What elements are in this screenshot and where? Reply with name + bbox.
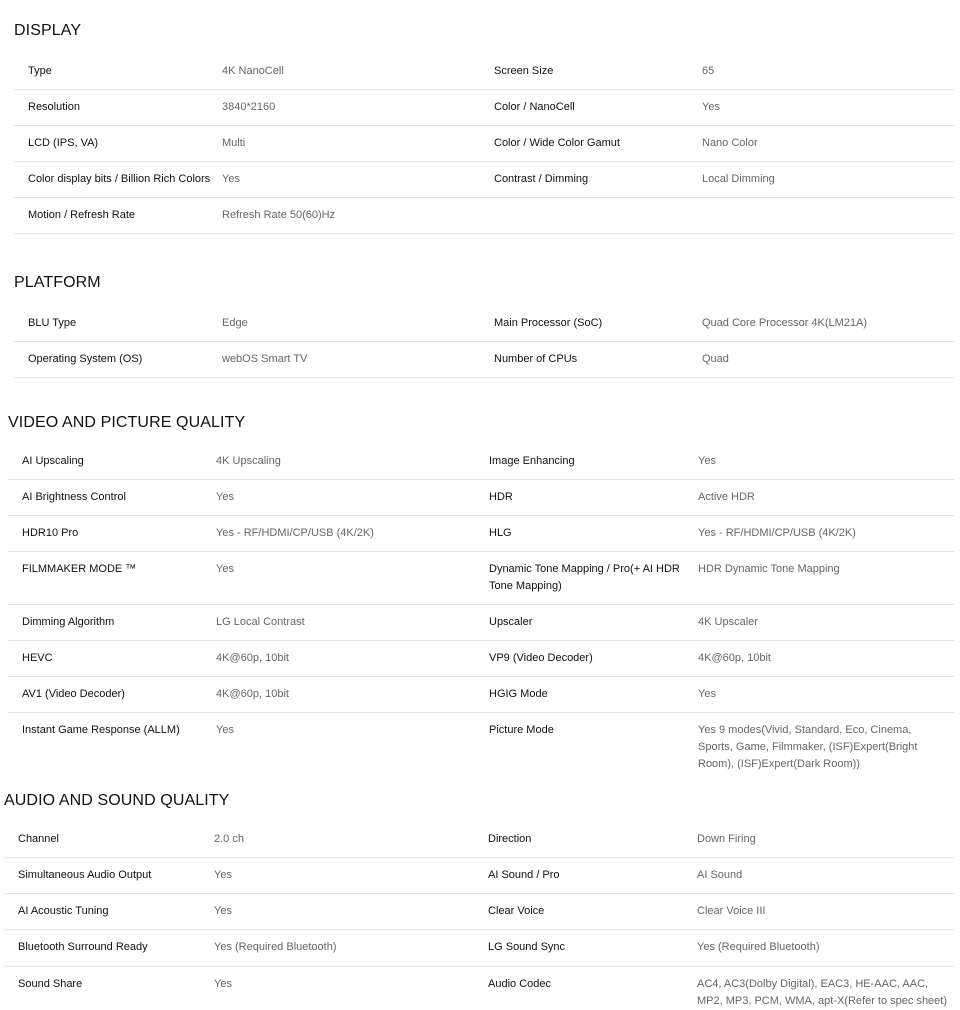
table-row bbox=[8, 480, 954, 516]
table-row bbox=[14, 306, 954, 342]
spec-label: Contrast / Dimming bbox=[494, 173, 589, 185]
spec-label: Image Enhancing bbox=[489, 455, 575, 467]
table-row bbox=[4, 894, 954, 930]
spec-value: Yes bbox=[216, 724, 234, 736]
spec-value: Yes bbox=[214, 869, 232, 881]
spec-value bbox=[702, 198, 952, 233]
spec-value: Yes bbox=[698, 455, 716, 467]
spec-value: Quad Core Processor 4K(LM21A) bbox=[702, 317, 868, 329]
spec-label: Dimming Algorithm bbox=[22, 616, 115, 628]
spec-value: Yes bbox=[216, 563, 234, 575]
table-row bbox=[8, 444, 954, 480]
spec-value: 2.0 ch bbox=[214, 833, 244, 845]
spec-label: Bluetooth Surround Ready bbox=[18, 941, 148, 953]
spec-label: Main Processor (SoC) bbox=[494, 317, 603, 329]
table-row bbox=[14, 162, 954, 198]
spec-label: LCD (IPS, VA) bbox=[28, 137, 99, 149]
spec-label: Resolution bbox=[28, 101, 80, 113]
spec-label: LG Sound Sync bbox=[488, 941, 566, 953]
spec-label: Color display bits / Billion Rich Colors bbox=[28, 173, 211, 185]
section-platform bbox=[14, 270, 954, 378]
spec-label: Clear Voice bbox=[488, 905, 545, 917]
spec-value: AC4, AC3(Dolby Digital), EAC3, HE-AAC, AAC, MP2, MP3, PCM, WMA, apt-X(Refer to spec sheet) bbox=[697, 978, 948, 1007]
spec-table bbox=[4, 822, 954, 1007]
table-row bbox=[14, 342, 954, 378]
spec-label: Number of CPUs bbox=[494, 353, 578, 365]
spec-value: Yes bbox=[214, 905, 232, 917]
table-row bbox=[4, 822, 954, 858]
spec-label: Channel bbox=[18, 833, 59, 845]
table-row bbox=[8, 713, 954, 775]
spec-label: FILMMAKER MODE ™ bbox=[22, 563, 137, 575]
table-row bbox=[8, 605, 954, 641]
spec-label: BLU Type bbox=[28, 317, 77, 329]
spec-label: Operating System (OS) bbox=[28, 353, 143, 365]
spec-label bbox=[494, 198, 702, 233]
spec-label: AI Acoustic Tuning bbox=[18, 905, 109, 917]
spec-label: Color / Wide Color Gamut bbox=[494, 137, 620, 149]
section-audio-sound-quality bbox=[4, 788, 954, 1007]
spec-label: HEVC bbox=[22, 652, 53, 664]
spec-value: Multi bbox=[222, 137, 246, 149]
spec-label: AI Sound / Pro bbox=[488, 869, 560, 881]
table-row bbox=[4, 858, 954, 894]
spec-label: AI Brightness Control bbox=[22, 491, 126, 503]
section-title: DISPLAY bbox=[14, 22, 82, 39]
spec-value: Clear Voice III bbox=[697, 905, 766, 917]
spec-value: Yes (Required Bluetooth) bbox=[214, 941, 337, 953]
table-row bbox=[4, 967, 954, 1007]
table-row bbox=[14, 126, 954, 162]
table-row bbox=[14, 54, 954, 90]
spec-label: VP9 (Video Decoder) bbox=[489, 652, 593, 664]
spec-label: Direction bbox=[488, 833, 532, 845]
spec-value: Yes (Required Bluetooth) bbox=[697, 941, 820, 953]
spec-value: 65 bbox=[702, 65, 715, 77]
spec-value: Refresh Rate 50(60)Hz bbox=[222, 209, 336, 221]
spec-value: Local Dimming bbox=[702, 173, 775, 185]
spec-value: LG Local Contrast bbox=[216, 616, 305, 628]
spec-label: Motion / Refresh Rate bbox=[28, 209, 135, 221]
spec-label: HGIG Mode bbox=[489, 688, 548, 700]
section-display bbox=[14, 18, 954, 234]
spec-label: HLG bbox=[489, 527, 512, 539]
spec-value: Yes bbox=[702, 101, 720, 113]
spec-label: Upscaler bbox=[489, 616, 533, 628]
spec-label: AI Upscaling bbox=[22, 455, 84, 467]
spec-value: Nano Color bbox=[702, 137, 758, 149]
table-row bbox=[14, 198, 954, 234]
spec-value: AI Sound bbox=[697, 869, 743, 881]
spec-label: AV1 (Video Decoder) bbox=[22, 688, 125, 700]
spec-value: Yes 9 modes(Vivid, Standard, Eco, Cinema, Sports, Game, Filmmaker, (ISF)Expert(Bright Room), (ISF)Expert(Dark Room)) bbox=[698, 724, 918, 770]
spec-value: Yes - RF/HDMI/CP/USB (4K/2K) bbox=[698, 527, 856, 539]
table-row bbox=[8, 516, 954, 552]
section-title: PLATFORM bbox=[14, 274, 101, 291]
spec-label: Audio Codec bbox=[488, 978, 551, 990]
spec-value: 4K@60p, 10bit bbox=[216, 688, 289, 700]
spec-label: Sound Share bbox=[18, 978, 83, 990]
spec-value: 4K Upscaler bbox=[698, 616, 758, 628]
spec-label: Simultaneous Audio Output bbox=[18, 869, 152, 881]
spec-label: Instant Game Response (ALLM) bbox=[22, 724, 180, 736]
spec-value: Yes bbox=[216, 491, 234, 503]
section-video-picture-quality bbox=[8, 410, 954, 775]
spec-value: Active HDR bbox=[698, 491, 755, 503]
spec-label: Dynamic Tone Mapping / Pro(+ AI HDR Tone Mapping) bbox=[489, 563, 680, 592]
spec-value: 4K Upscaling bbox=[216, 455, 281, 467]
spec-value: HDR Dynamic Tone Mapping bbox=[698, 563, 840, 575]
spec-label: Screen Size bbox=[494, 65, 554, 77]
spec-value: Quad bbox=[702, 353, 729, 365]
spec-value: 3840*2160 bbox=[222, 101, 276, 113]
spec-label: HDR10 Pro bbox=[22, 527, 79, 539]
spec-label: Picture Mode bbox=[489, 724, 554, 736]
spec-value: Yes bbox=[222, 173, 240, 185]
spec-label: Color / NanoCell bbox=[494, 101, 575, 113]
section-title: VIDEO AND PICTURE QUALITY bbox=[8, 414, 246, 431]
spec-label: HDR bbox=[489, 491, 513, 503]
spec-value: 4K@60p, 10bit bbox=[698, 652, 771, 664]
spec-table bbox=[8, 444, 954, 775]
spec-value: Down Firing bbox=[697, 833, 756, 845]
spec-value: Edge bbox=[222, 317, 248, 329]
spec-value: 4K NanoCell bbox=[222, 65, 284, 77]
spec-value: Yes - RF/HDMI/CP/USB (4K/2K) bbox=[216, 527, 374, 539]
table-row bbox=[14, 90, 954, 126]
spec-value: 4K@60p, 10bit bbox=[216, 652, 289, 664]
spec-table bbox=[14, 306, 954, 378]
spec-value: Yes bbox=[698, 688, 716, 700]
spec-table bbox=[14, 54, 954, 234]
spec-label: Type bbox=[28, 65, 52, 77]
spec-value: Yes bbox=[214, 978, 232, 990]
spec-value: webOS Smart TV bbox=[222, 353, 308, 365]
section-title: AUDIO AND SOUND QUALITY bbox=[4, 792, 230, 809]
table-row bbox=[8, 552, 954, 605]
table-row bbox=[4, 930, 954, 967]
table-row bbox=[8, 641, 954, 677]
table-row bbox=[8, 677, 954, 713]
